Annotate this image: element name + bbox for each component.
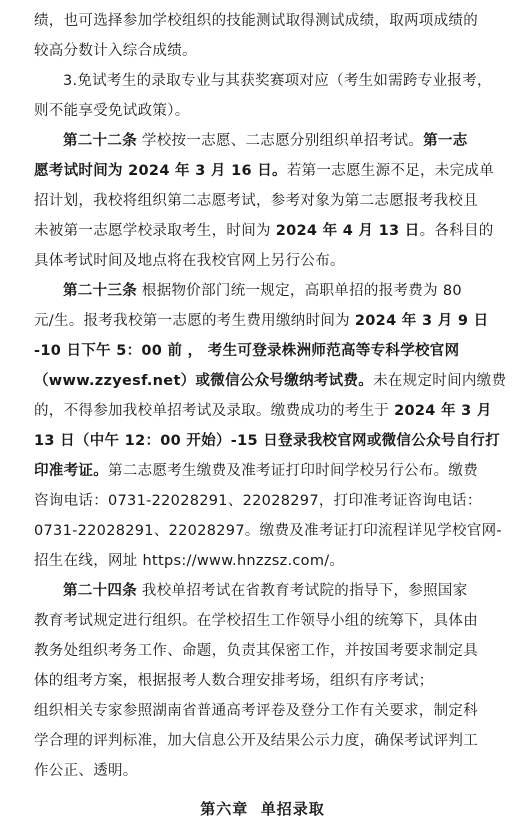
bold-text: （www.zzyesf.net）或微信公众号缴纳考试费。: [34, 373, 374, 389]
text-line: [34, 696, 491, 726]
text-line: [34, 396, 491, 426]
body-text: 教育考试规定进行组织。在学校招生工作领导小组的统筹下，具体由: [34, 613, 478, 629]
text-line: [34, 426, 501, 456]
body-text: 3.免试考生的录取专业与其获奖赛项对应（考生如需跨专业报考，: [63, 73, 492, 89]
text-line: [34, 636, 491, 666]
bold-text: -10 日下午 5：00 前 ， 考生可登录株洲师范高等专科学校官网: [34, 343, 460, 359]
body-text: 组织相关专家参照湖南省普通高考评卷及登分工作有关要求，制定科: [34, 703, 478, 719]
text-line: [34, 66, 491, 96]
body-text: 我校单招考试在省教育考试院的指导下，参照国家: [137, 583, 468, 599]
bold-text: 2024 年 3 月 9 日: [354, 313, 489, 329]
bold-text: 第二十三条: [63, 283, 137, 299]
body-text: 。各科目的: [419, 223, 494, 239]
body-text: 教务处组织考务工作、命题，负责其保密工作，并按国考要求制定具: [34, 643, 478, 659]
bold-text: 13 日（中午 12：00 开始）-15 日登录我校官网或微信公众号自行打: [34, 433, 501, 449]
text-line: [34, 726, 491, 756]
text-line: [34, 666, 491, 696]
text-line: [34, 6, 491, 36]
bold-text: 印准考证。: [34, 463, 108, 479]
body-text: 学校按一志愿、二志愿分别组织单招考试。: [137, 133, 424, 149]
text-line: [34, 516, 502, 546]
text-line: [34, 96, 491, 126]
text-line: [34, 36, 491, 66]
bold-text: 第一志: [423, 133, 468, 149]
chapter-title: 单招录取: [260, 800, 325, 818]
text-line: [34, 456, 491, 486]
body-text: 未被第一志愿学校录取考生，时间为: [34, 223, 276, 239]
body-text: 招计划，我校将组织第二志愿考试，参考对象为第二志愿报考我校且: [34, 193, 478, 209]
chapter-number: 第六章: [200, 800, 249, 818]
body-text: 元/生。报考我校第一志愿的考生费用缴纳时间为: [34, 313, 355, 329]
bold-text: 第二十四条: [63, 583, 137, 599]
bold-text: 第二十二条: [63, 133, 137, 149]
body-text: 具体考试时间及地点将在我校官网上另行公布。: [34, 253, 345, 269]
text-line: [34, 246, 491, 276]
body-text: 绩，也可选择参加学校组织的技能测试取得测试成绩，取两项成绩的: [34, 13, 478, 29]
text-line: [34, 186, 491, 216]
body-text: 招生在线，网址 https://www.hnzzsz.com/。: [34, 553, 345, 569]
text-line: [34, 156, 495, 186]
body-text: 未在规定时间内缴费: [373, 373, 507, 389]
body-text: 若第一志愿生源不足，未完成单: [286, 163, 495, 179]
text-line: [34, 606, 491, 636]
text-line: [34, 546, 491, 576]
body-text: 体的组考方案，根据报考人数合理安排考场，组织有序考试；: [34, 673, 434, 689]
body-text: 作公正、透明。: [34, 763, 138, 779]
bold-text: 2024 年 4 月 13 日: [275, 223, 420, 239]
body-text: 第二志愿考生缴费及准考证打印时间学校另行公布。缴费: [108, 463, 478, 479]
document-body: [34, 6, 507, 786]
body-text: 0731-22028291、22028297。缴费及准考证打印流程详见学校官网-: [34, 523, 502, 539]
text-line: [34, 216, 494, 246]
chapter-heading: [34, 794, 491, 824]
text-line: [34, 276, 491, 306]
text-line: [34, 486, 491, 516]
bold-text: 2024 年 3 月: [394, 403, 492, 419]
text-line: [34, 576, 491, 606]
body-text: 根据物价部门统一规定，高职单招的报考费为 80: [137, 283, 462, 299]
text-line: [34, 366, 507, 396]
body-text: 的，不得参加我校单招考试及录取。缴费成功的考生于: [34, 403, 395, 419]
bold-text: 愿考试时间为 2024 年 3 月 16 日。: [34, 163, 287, 179]
body-text: 学合理的评判标准，加大信息公开及结果公示力度，确保考试评判工: [34, 733, 478, 749]
text-line: [34, 126, 491, 156]
text-line: [34, 336, 491, 366]
text-line: [34, 756, 491, 786]
body-text: 则不能享受免试政策）。: [34, 103, 190, 119]
text-line: [34, 306, 491, 336]
body-text: 咨询电话：0731-22028291、22028297，打印准考证咨询电话：: [34, 493, 482, 509]
body-text: 较高分数计入综合成绩。: [34, 43, 197, 59]
